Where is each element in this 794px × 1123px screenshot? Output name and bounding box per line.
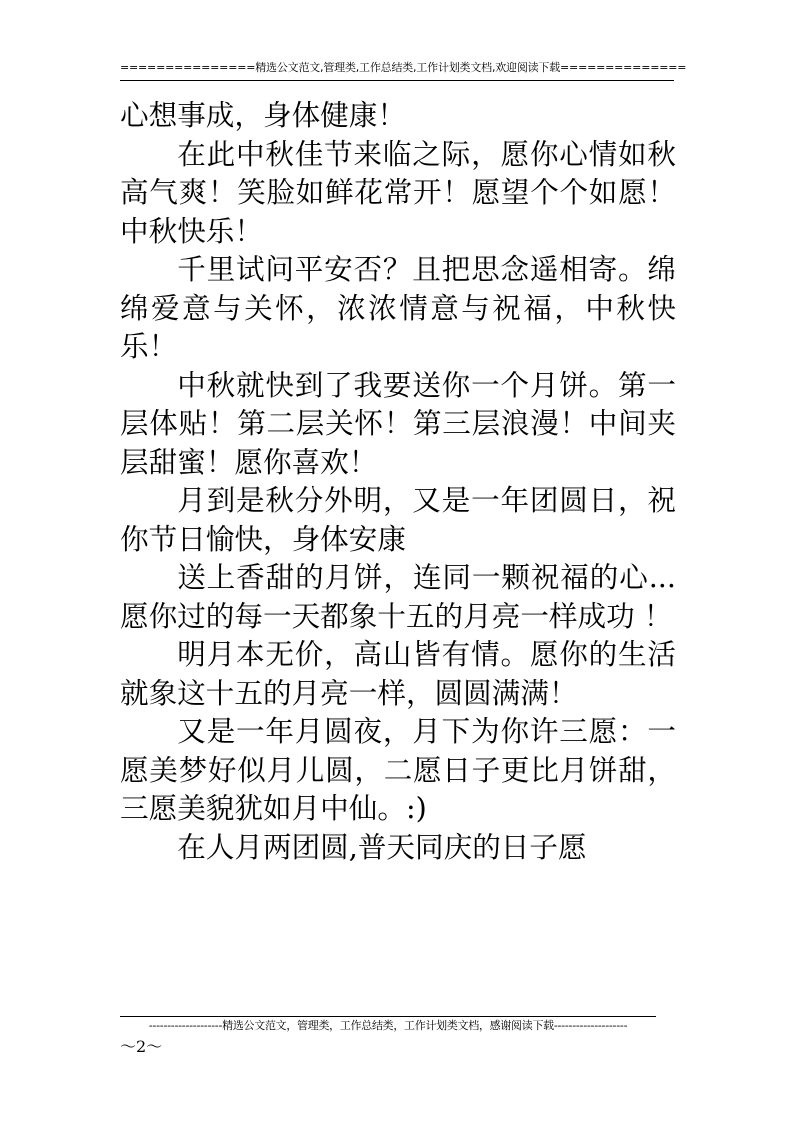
paragraph-8: 又是一年月圆夜，月下为你许三愿：一愿美梦好似月儿圆，二愿日子更比月饼甜，三愿美貌犹如月中仙。:): [120, 714, 676, 825]
paragraph-1: 心想事成，身体健康！: [120, 98, 406, 132]
page-header: ===============精选公文范文,管理类,工作总结类,工作计划类文档,欢迎阅读下载==============: [120, 61, 687, 74]
paragraph-4: 中秋就快到了我要送你一个月饼。第一层体贴！第二层关怀！第三层浪漫！中间夹层甜蜜！愿你喜欢！: [120, 367, 676, 479]
page-number: ～2～: [120, 1037, 163, 1056]
paragraph-9: 在人月两团圆,普天同庆的日子愿: [177, 829, 587, 864]
paragraph-2: 在此中秋佳节来临之际，愿你心情如秋高气爽！笑脸如鲜花常开！愿望个个如愿！中秋快乐！: [120, 136, 676, 248]
paragraph-7: 明月本无价，高山皆有情。愿你的生活就象这十五的月亮一样，圆圆满满！: [120, 637, 676, 710]
paragraph-5: 月到是秋分外明，又是一年团圆日，祝你节日愉快，身体安康: [120, 483, 676, 556]
document-body: [120, 96, 676, 866]
paragraph-6: 送上香甜的月饼，连同一颗祝福的心...愿你过的每一天都象十五的月亮一样成功 ！: [120, 560, 676, 633]
header-rule: [120, 80, 674, 81]
paragraph-3: 千里试问平安否？且把思念遥相寄。绵绵爱意与关怀，浓浓情意与祝福，中秋快乐！: [120, 252, 676, 363]
page-footer: --------------------精选公文范文，管理类，工作总结类，工作计划类文档，感谢阅读下载--------------------: [148, 1019, 628, 1032]
